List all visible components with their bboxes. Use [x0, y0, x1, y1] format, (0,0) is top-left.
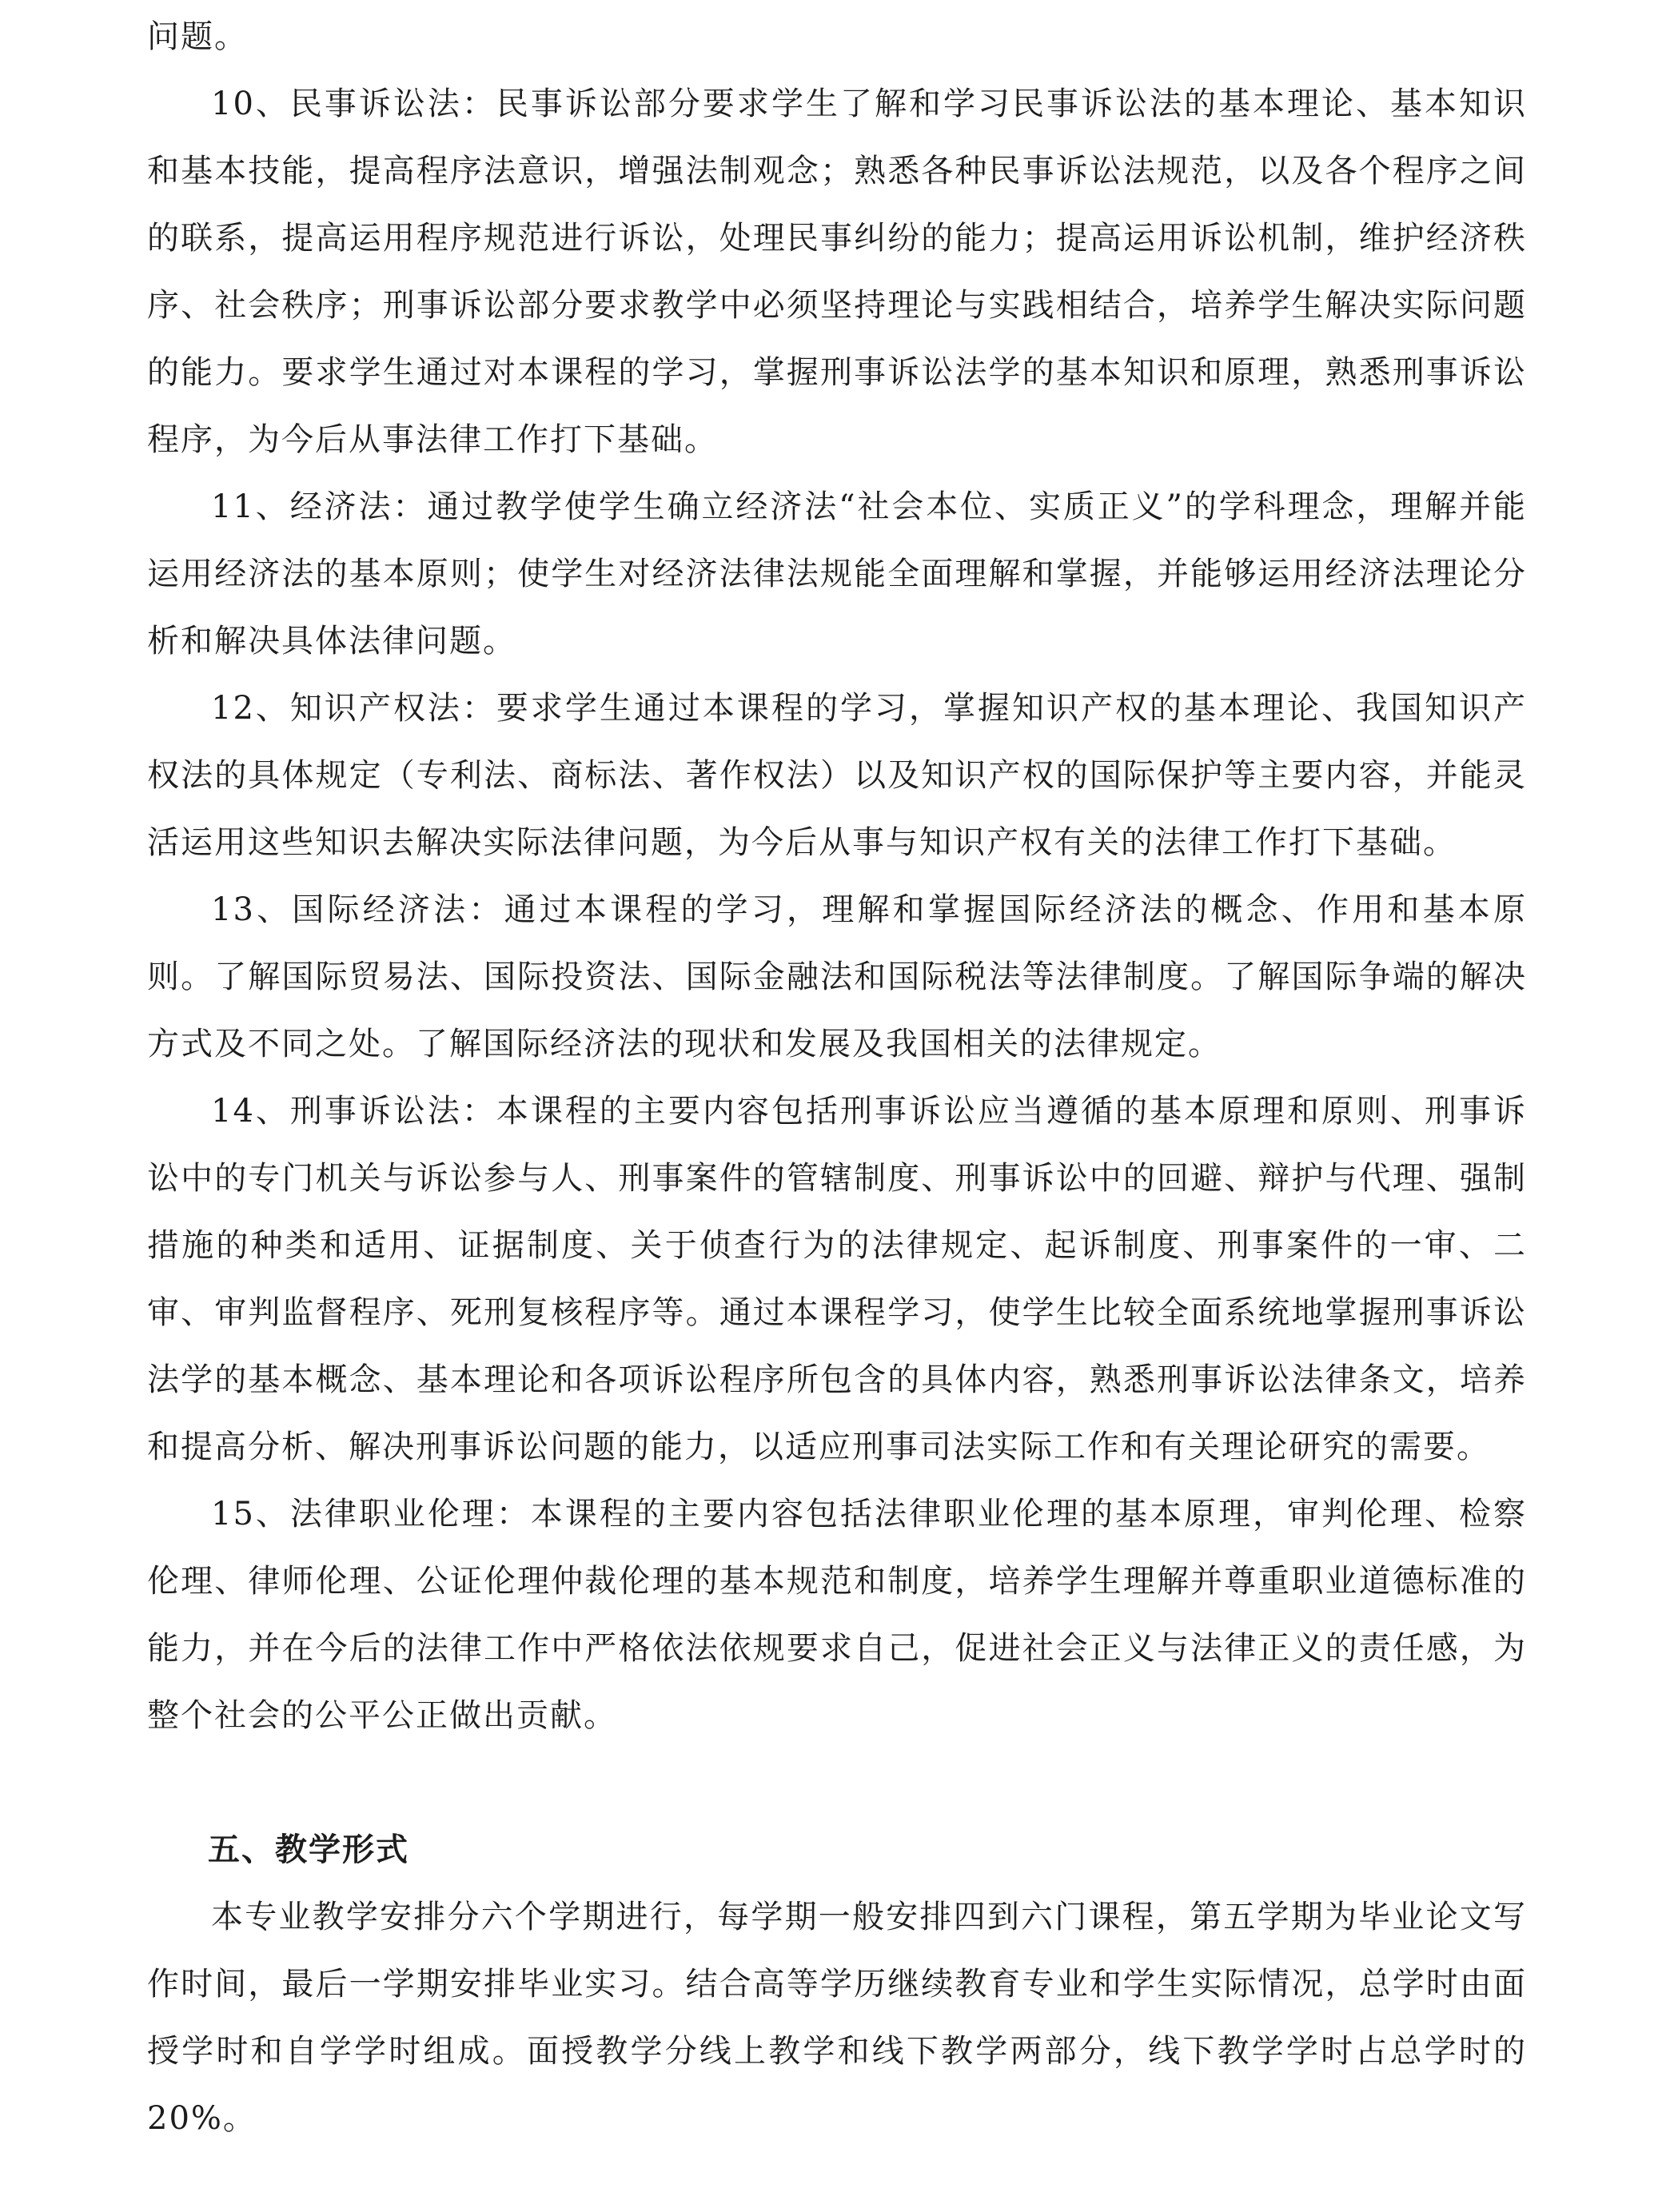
- paragraph-legal-professional-ethics: 15、法律职业伦理：本课程的主要内容包括法律职业伦理的基本原理，审判伦理、检察伦理、律师伦理、公证伦理仲裁伦理的基本规范和制度，培养学生理解并尊重职业道德标准的能力，并在今后的法律工作中严格依法依规要求自己，促进社会正义与法律正义的责任感，为整个社会的公平公正做出贡献。: [147, 1496, 1527, 1734]
- paragraph-continuation: 问题。: [147, 18, 248, 55]
- paragraph-economic-law: 11、经济法：通过教学使学生确立经济法“社会本位、实质正义”的学科理念，理解并能运用经济法的基本原则；使学生对经济法律法规能全面理解和掌握，并能够运用经济法理论分析和解决具体法律问题。: [147, 488, 1527, 660]
- paragraph-civil-procedure-law: 10、民事诉讼法：民事诉讼部分要求学生了解和学习民事诉讼法的基本理论、基本知识和基本技能，提高程序法意识，增强法制观念；熟悉各种民事诉讼法规范，以及各个程序之间的联系，提高运用程序规范进行诉讼，处理民事纠纷的能力；提高运用诉讼机制，维护经济秩序、社会秩序；刑事诉讼部分要求教学中必须坚持理论与实践相结合，培养学生解决实际问题的能力。要求学生通过对本课程的学习，掌握刑事诉讼法学的基本知识和原理，熟悉刑事诉讼程序，为今后从事法律工作打下基础。: [147, 86, 1527, 458]
- paragraph-teaching-form: 本专业教学安排分六个学期进行，每学期一般安排四到六门课程，第五学期为毕业论文写作时间，最后一学期安排毕业实习。结合高等学历继续教育专业和学生实际情况，总学时由面授学时和自学学时组成。面授教学分线上教学和线下教学两部分，线下教学学时占总学时的20%。: [147, 1899, 1527, 2137]
- paragraph-intellectual-property-law: 12、知识产权法：要求学生通过本课程的学习，掌握知识产权的基本理论、我国知识产权法的具体规定（专利法、商标法、著作权法）以及知识产权的国际保护等主要内容，并能灵活运用这些知识去解决实际法律问题，为今后从事与知识产权有关的法律工作打下基础。: [147, 690, 1527, 861]
- paragraph-criminal-procedure-law: 14、刑事诉讼法：本课程的主要内容包括刑事诉讼应当遵循的基本原理和原则、刑事诉讼中的专门机关与诉讼参与人、刑事案件的管辖制度、刑事诉讼中的回避、辩护与代理、强制措施的种类和适用、证据制度、关于侦查行为的法律规定、起诉制度、刑事案件的一审、二审、审判监督程序、死刑复核程序等。通过本课程学习，使学生比较全面系统地掌握刑事诉讼法学的基本概念、基本理论和各项诉讼程序所包含的具体内容，熟悉刑事诉讼法律条文，培养和提高分析、解决刑事诉讼问题的能力，以适应刑事司法实际工作和有关理论研究的需要。: [147, 1093, 1527, 1465]
- section-spacer: [147, 1749, 1527, 1816]
- section-heading-teaching-form: 五、教学形式: [208, 1831, 409, 1868]
- paragraph-international-economic-law: 13、国际经济法：通过本课程的学习，理解和掌握国际经济法的概念、作用和基本原则。了解国际贸易法、国际投资法、国际金融法和国际税法等法律制度。了解国际争端的解决方式及不同之处。了解国际经济法的现状和发展及我国相关的法律规定。: [147, 891, 1527, 1062]
